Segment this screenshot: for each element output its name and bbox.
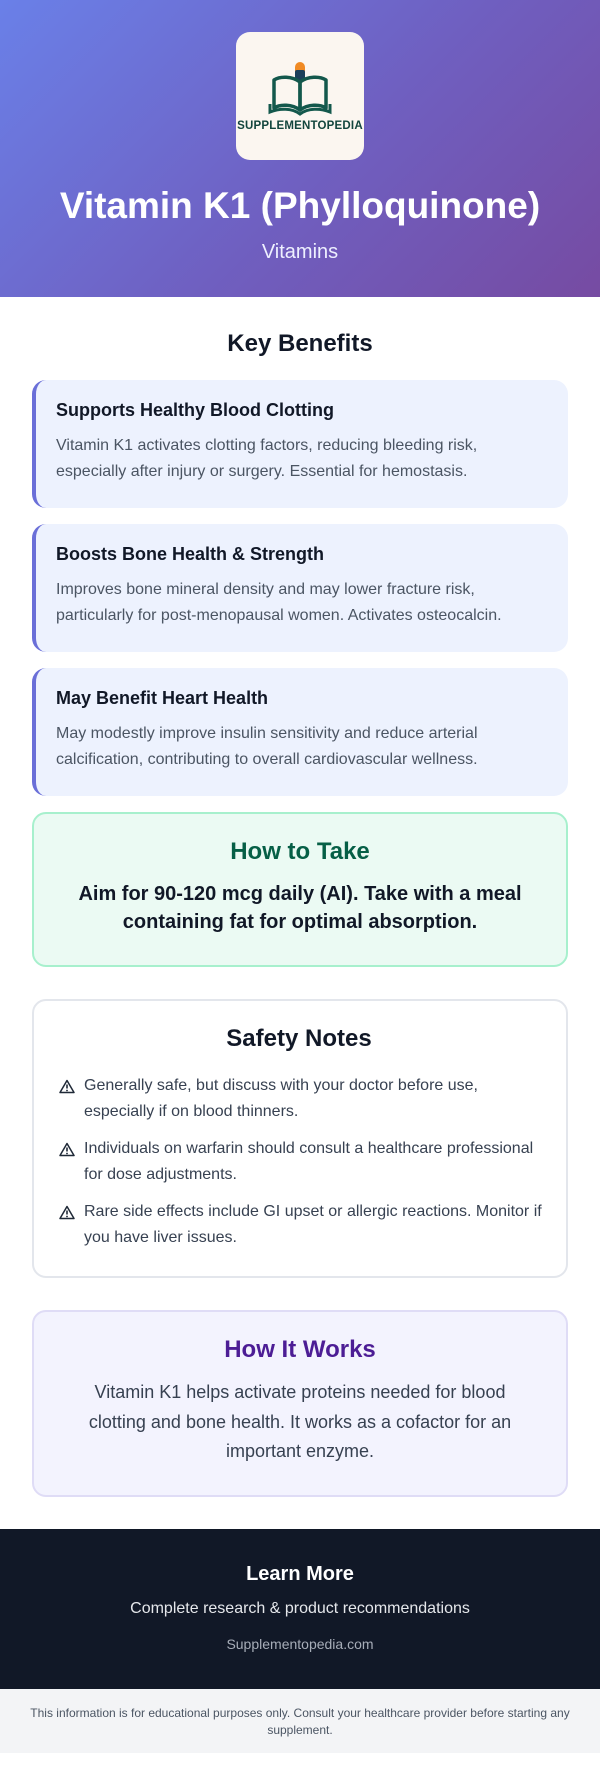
safety-note: [56, 1073, 542, 1124]
benefit-title: May Benefit Heart Health: [56, 688, 269, 708]
hero-header: [0, 0, 600, 297]
disclaimer: This information is for educational purposes only. Consult your healthcare provider before starting any supplement.: [0, 1689, 600, 1753]
logo-text: SUPPLEMENTOPEDIA: [237, 120, 363, 132]
how-to-take-title: How to Take: [230, 838, 370, 865]
logo: [236, 32, 364, 160]
site-link[interactable]: Supplementopedia.com: [226, 1636, 374, 1652]
how-it-works-text: Vitamin K1 helps activate proteins needed for blood clotting and bone health. It works as a cofactor for an important enzyme.: [88, 1382, 512, 1462]
benefit-text: May modestly improve insulin sensitivity and reduce arterial calcification, contributing to overall cardiovascular wellness.: [56, 725, 478, 768]
warning-icon: [56, 1079, 78, 1094]
safety-notes-list: [56, 1073, 542, 1251]
book-pill-logo-icon: [268, 60, 332, 116]
warning-icon: [56, 1142, 78, 1157]
warning-icon: [56, 1205, 78, 1220]
benefit-card: [32, 524, 568, 652]
how-to-take-card: [32, 812, 568, 967]
benefit-title: Boosts Bone Health & Strength: [56, 544, 325, 564]
safety-notes-title: Safety Notes: [226, 1025, 372, 1052]
how-to-take-text: Aim for 90-120 mcg daily (AI). Take with a meal containing fat for optimal absorption.: [78, 883, 522, 933]
safety-note: [56, 1199, 542, 1250]
benefit-title: Supports Healthy Blood Clotting: [56, 400, 334, 420]
how-it-works-card: [32, 1310, 568, 1497]
learn-more-title: Learn More: [246, 1563, 354, 1585]
learn-more-subtitle: Complete research & product recommendations: [130, 1600, 470, 1617]
learn-more-footer: [0, 1529, 600, 1689]
safety-notes-card: [32, 999, 568, 1278]
benefit-card: [32, 668, 568, 796]
safety-note-text: Rare side effects include GI upset or allergic reactions. Monitor if you have liver issues.: [84, 1203, 542, 1246]
safety-note-text: Individuals on warfarin should consult a healthcare professional for dose adjustments.: [84, 1140, 534, 1183]
key-benefits-section: [0, 330, 600, 796]
benefit-card: [32, 380, 568, 508]
safety-note: [56, 1136, 542, 1187]
benefits-list: [0, 380, 600, 796]
safety-note-text: Generally safe, but discuss with your doctor before use, especially if on blood thinners.: [84, 1077, 478, 1120]
page-title: Vitamin K1 (Phylloquinone): [59, 185, 541, 226]
category-label: Vitamins: [261, 240, 339, 263]
key-benefits-title: Key Benefits: [227, 330, 373, 357]
how-it-works-title: How It Works: [224, 1336, 376, 1363]
benefit-text: Improves bone mineral density and may lower fracture risk, particularly for post-menopausal women. Activates osteocalcin.: [56, 581, 502, 624]
benefit-text: Vitamin K1 activates clotting factors, reducing bleeding risk, especially after injury or surgery. Essential for hemostasis.: [56, 437, 478, 480]
